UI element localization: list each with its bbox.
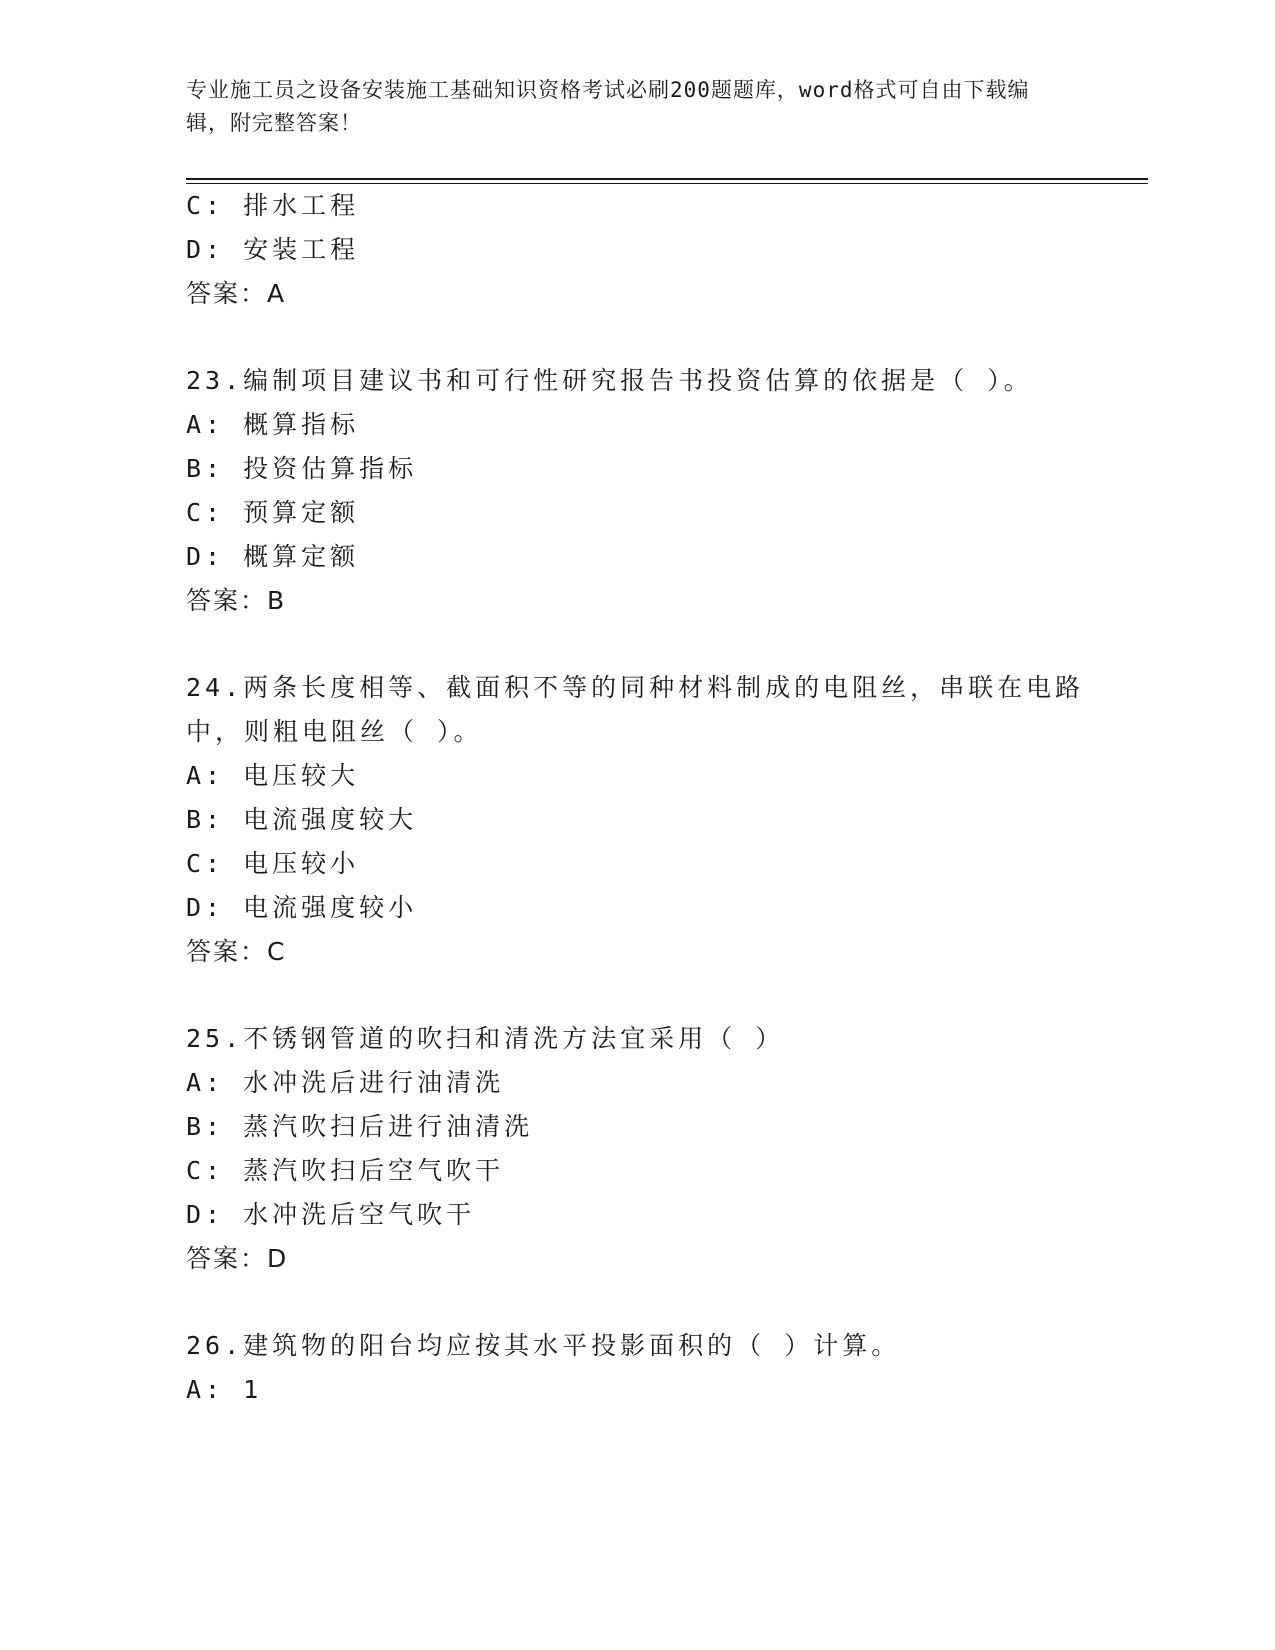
question-stem-continued: 中，则粗电阻丝（ ）。 (186, 717, 483, 746)
option-d: D: 概算定额 (186, 542, 360, 571)
answer-line: 答案：A (186, 279, 287, 308)
option-d: D: 电流强度较小 (186, 893, 418, 922)
question-stem: 26.建筑物的阳台均应按其水平投影面积的（ ）计算。 (186, 1331, 901, 1360)
question-stem: 23.编制项目建议书和可行性研究报告书投资估算的依据是（ ）。 (186, 366, 1033, 395)
option-c: C: 电压较小 (186, 849, 360, 878)
option-a: A: 电压较大 (186, 761, 360, 790)
option-d: D: 水冲洗后空气吹干 (186, 1200, 476, 1229)
option-c: C: 蒸汽吹扫后空气吹干 (186, 1156, 505, 1185)
answer-line: 答案：C (186, 937, 287, 966)
header-divider-thin (186, 183, 1148, 184)
option-b: B: 电流强度较大 (186, 805, 418, 834)
option-a: A: 水冲洗后进行油清洗 (186, 1068, 505, 1097)
option-b: B: 投资估算指标 (186, 454, 418, 483)
answer-line: 答案：D (186, 1244, 289, 1273)
option-a: A: 概算指标 (186, 410, 360, 439)
option-c: C: 排水工程 (186, 191, 360, 220)
answer-line: 答案：B (186, 586, 287, 615)
header-divider (186, 178, 1148, 180)
option-c: C: 预算定额 (186, 498, 360, 527)
option-d: D: 安装工程 (186, 235, 360, 264)
question-stem: 25.不锈钢管道的吹扫和清洗方法宜采用（ ） (186, 1024, 785, 1053)
option-b: B: 蒸汽吹扫后进行油清洗 (186, 1112, 534, 1141)
option-a: A: 1 (186, 1375, 263, 1404)
question-stem: 24.两条长度相等、截面积不等的同种材料制成的电阻丝，串联在电路 (186, 673, 1085, 702)
document-header: 专业施工员之设备安装施工基础知识资格考试必刷200题题库，word格式可自由下载编辑，附完整答案！ (186, 78, 1030, 135)
